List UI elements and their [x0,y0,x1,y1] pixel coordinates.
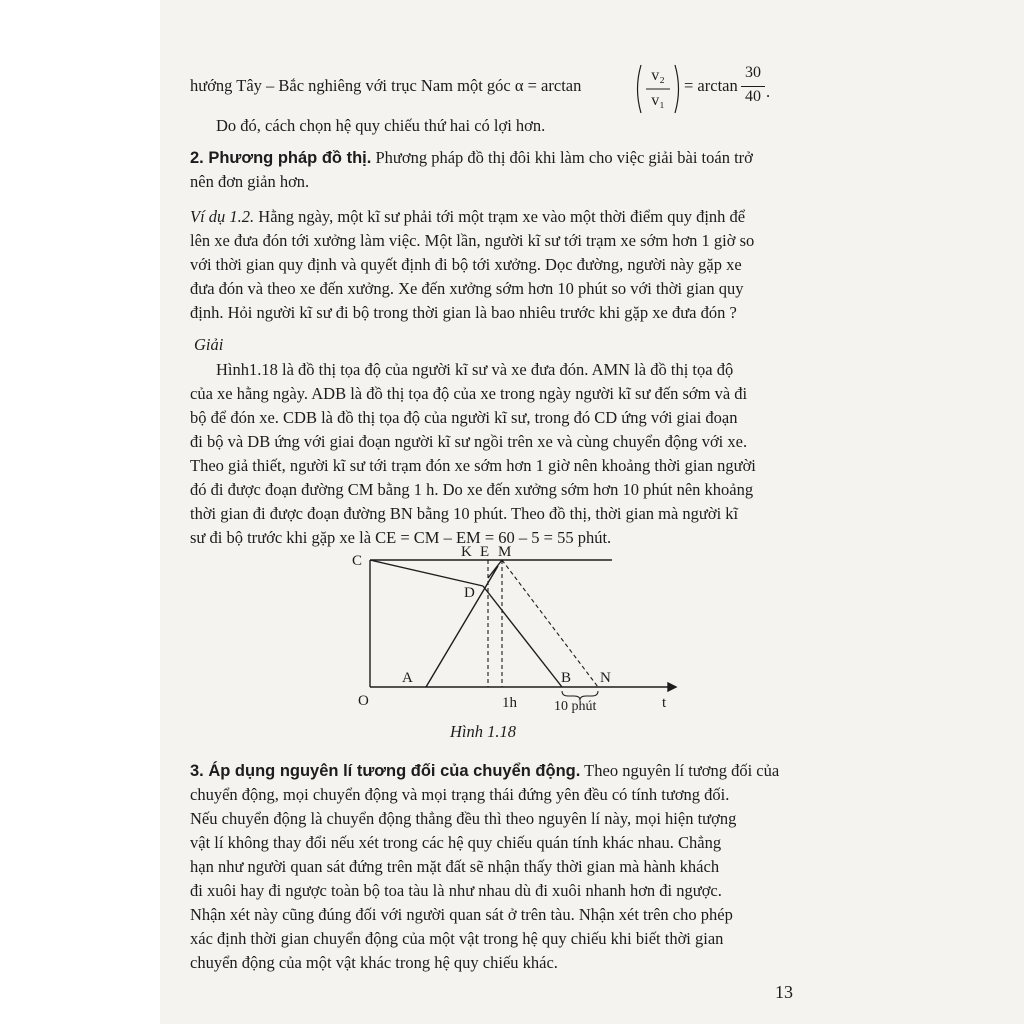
section2-line2: nên đơn giản hơn. [190,172,310,191]
fraction-bar-2 [741,86,765,87]
section3-heading: 3. Áp dụng nguyên lí tương đối của chuyển động. [190,762,581,780]
section3-line1-rest: Theo nguyên lí tương đối của [580,761,780,780]
fraction-denominator-v1: v₁ [651,92,665,109]
fraction-numerator-v2: v₂ [651,67,665,84]
section3-line: xác định thời gian chuyển động của một vật trong hệ quy chiếu khi biết thời gian [190,929,724,948]
solution-line: của xe hằng ngày. ADB là đồ thị tọa độ của xe trong ngày người kĩ sư đến sớm và đi [190,384,748,403]
label-O: O [358,693,369,709]
time-axis-arrow [668,683,676,691]
segment-CD [370,560,483,586]
label-A: A [402,670,413,686]
label-10-phut: 10 phút [554,699,597,714]
section2-heading: 2. Phương pháp đồ thị. [190,149,372,167]
label-D: D [464,585,475,601]
segment-DB [483,586,562,687]
section3-line: vật lí không thay đổi nếu xét trong các hệ quy chiếu quán tính khác nhau. Chẳng [190,833,722,852]
left-paren [638,65,642,113]
section3-line: Nếu chuyển động là chuyển động thẳng đều thì theo nguyên lí này, mọi hiện tượng [190,809,737,828]
segment-AD [426,566,498,687]
formula-prefix: hướng Tây – Bắc nghiêng với trục Nam một góc α = arctan [190,76,582,95]
conclusion-text: Do đó, cách chọn hệ quy chiếu thứ hai có lợi hơn. [216,116,546,135]
solution-line: thời gian đi được đoạn đường BN bằng 10 phút. Theo đồ thị, thời gian mà người kĩ [190,504,739,523]
label-t: t [662,695,667,711]
right-paren [675,65,679,113]
section2-line1 [190,148,753,168]
figure-caption: Hình 1.18 [450,722,516,741]
section3-line: Nhận xét này cũng đúng đối với người quan sát ở trên tàu. Nhận xét trên cho phép [190,905,733,924]
example-line1 [190,207,745,227]
example-line1-rest: Hằng ngày, một kĩ sư phải tới một trạm xe vào một thời điểm quy định để [254,207,746,226]
section3-line: hạn như người quan sát đứng trên mặt đất sẽ nhận thấy thời gian mà hành khách [190,857,720,876]
fraction-denominator-40: 40 [745,88,761,105]
fraction-numerator-30: 30 [745,64,761,81]
example-line: đưa đón và theo xe đến xưởng. Xe đến xưởng sớm hơn 10 phút so với thời gian quy [190,279,744,298]
example-line: định. Hỏi người kĩ sư đi bộ trong thời gian là bao nhiêu trước khi gặp xe đưa đón ? [190,303,737,322]
label-E: E [480,544,490,560]
section3-line1 [190,761,779,781]
solution-line: bộ để đón xe. CDB là đồ thị tọa độ của người kĩ sư, trong đó CD ứng với giai đoạn [190,408,738,427]
example-label: Ví dụ 1.2. [190,207,255,226]
label-N: N [600,670,611,686]
formula-equals-arctan: = arctan [684,76,738,95]
section2-line1-rest: Phương pháp đồ thị đôi khi làm cho việc giải bài toán trở [371,148,753,167]
label-B: B [561,670,572,686]
figure-1-18 [340,540,680,720]
solution-line: đi bộ và DB ứng với giai đoạn người kĩ sư ngồi trên xe và cùng chuyển động với xe. [190,432,748,451]
formula-end: . [766,82,771,101]
section3-line: đi xuôi hay đi ngược toàn bộ toa tàu là như nhau dù đi xuôi nhanh hơn đi ngược. [190,881,722,900]
solution-line: Hình1.18 là đồ thị tọa độ của người kĩ sư và xe đưa đón. AMN là đồ thị tọa độ [216,360,734,379]
solution-line: đó đi được đoạn đường CM bằng 1 h. Do xe đến xưởng sớm hơn 10 phút nên khoảng [190,480,754,499]
example-line: lên xe đưa đón tới xưởng làm việc. Một lần, người kĩ sư tới trạm xe sớm hơn 1 giờ so [190,231,755,250]
label-K: K [461,544,472,560]
segment-AM-upper [488,560,502,578]
section3-line: chuyển động, mọi chuyển động và mọi trạng thái đứng yên đều có tính tương đối. [190,785,730,804]
page-number: 13 [775,982,793,1002]
label-1h: 1h [502,695,517,711]
example-line: với thời gian quy định và quyết định đi bộ tới xưởng. Dọc đường, người này gặp xe [190,255,742,274]
solution-label: Giải [194,335,224,354]
section3-line: chuyển động của một vật khác trong hệ quy chiếu khác. [190,953,558,972]
segment-MN [502,560,598,687]
label-M: M [498,544,512,560]
label-C: C [352,553,363,569]
solution-line: sư đi bộ trước khi gặp xe là CE = CM – EM = 60 – 5 = 55 phút. [190,528,612,547]
solution-line: Theo giả thiết, người kĩ sư tới trạm đón xe sớm hơn 1 giờ nên khoảng thời gian người [190,456,756,475]
